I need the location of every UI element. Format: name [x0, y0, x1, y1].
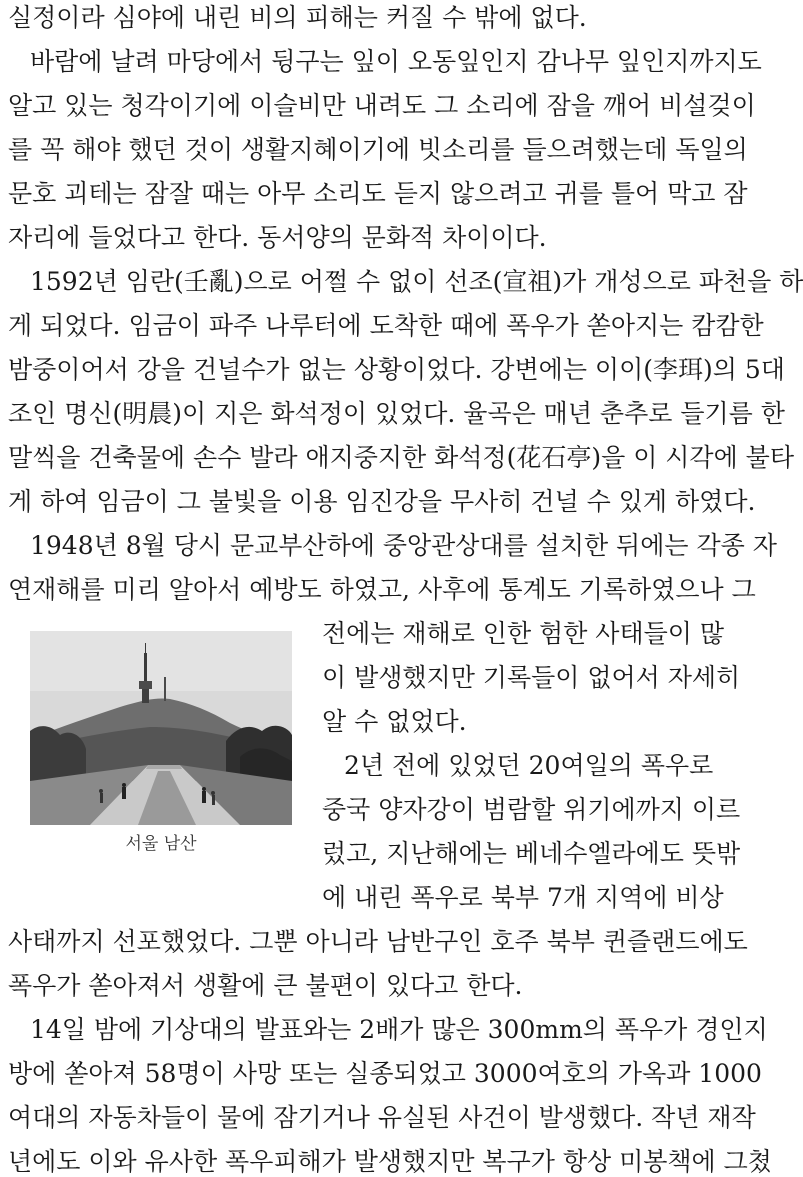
- text-line: 게 하여 임금이 그 불빛을 이용 임진강을 무사히 건널 수 있게 하였다.: [8, 487, 756, 516]
- text-line: 전에는 재해로 인한 험한 사태들이 많: [322, 619, 724, 648]
- text-line: 1948년 8월 당시 문교부산하에 중앙관상대를 설치한 뒤에는 각종 자: [30, 531, 777, 560]
- namsan-photo: [30, 631, 292, 825]
- text-line: 알고 있는 청각이기에 이슬비만 내려도 그 소리에 잠을 깨어 비설겆이: [8, 91, 756, 120]
- text-line: 를 꼭 해야 했던 것이 생활지혜이기에 빗소리를 들으려했는데 독일의: [8, 135, 748, 164]
- text-line: 바람에 날려 마당에서 뒹구는 잎이 오동잎인지 감나무 잎인지까지도: [30, 47, 762, 76]
- text-line: 사태까지 선포했었다. 그뿐 아니라 남반구인 호주 북부 퀸즐랜드에도: [8, 927, 748, 956]
- text-line: 1592년 임란(壬亂)으로 어쩔 수 없이 선조(宣祖)가 개성으로 파천을 하: [30, 267, 803, 296]
- text-line: 말씩을 건축물에 손수 발라 애지중지한 화석정(花石亭)을 이 시각에 불타: [8, 443, 794, 472]
- text-line: 문호 괴테는 잠잘 때는 아무 소리도 듣지 않으려고 귀를 틀어 막고 잠: [8, 179, 748, 208]
- text-line: 이 발생했지만 기록들이 없어서 자세히: [322, 663, 741, 692]
- text-line: 년에도 이와 유사한 폭우피해가 발생했지만 복구가 항상 미봉책에 그쳤: [8, 1147, 772, 1176]
- text-line: 조인 명신(明晨)이 지은 화석정이 있었다. 율곡은 매년 춘추로 들기름 한: [8, 399, 785, 428]
- text-line: 14일 밤에 기상대의 발표와는 2배가 많은 300mm의 폭우가 경인지: [30, 1015, 768, 1044]
- text-line: 방에 쏟아져 58명이 사망 또는 실종되었고 3000여호의 가옥과 1000: [8, 1059, 762, 1088]
- text-line: 알 수 없었다.: [322, 707, 467, 736]
- text-line: 중국 양자강이 범람할 위기에까지 이르: [322, 795, 741, 824]
- text-line: 실정이라 심야에 내린 비의 피해는 커질 수 밖에 없다.: [8, 3, 587, 32]
- text-line: 밤중이어서 강을 건널수가 없는 상황이었다. 강변에는 이이(李珥)의 5대: [8, 355, 785, 384]
- text-line: 에 내린 폭우로 북부 7개 지역에 비상: [322, 883, 724, 912]
- text-line: 연재해를 미리 알아서 예방도 하였고, 사후에 통계도 기록하였으나 그: [8, 575, 756, 604]
- photo-caption: 서울 남산: [125, 834, 197, 854]
- text-line: 렀고, 지난해에는 베네수엘라에도 뜻밖: [322, 839, 741, 868]
- text-line: 게 되었다. 임금이 파주 나루터에 도착한 때에 폭우가 쏟아지는 캄캄한: [8, 311, 764, 340]
- text-line: 여대의 자동차들이 물에 잠기거나 유실된 사건이 발생했다. 작년 재작: [8, 1103, 756, 1132]
- text-line: 폭우가 쏟아져서 생활에 큰 불편이 있다고 한다.: [8, 971, 523, 1000]
- photo-illustration: [30, 631, 292, 825]
- text-line: 자리에 들었다고 한다. 동서양의 문화적 차이이다.: [8, 223, 547, 252]
- text-line: 2년 전에 있었던 20여일의 폭우로: [344, 751, 714, 780]
